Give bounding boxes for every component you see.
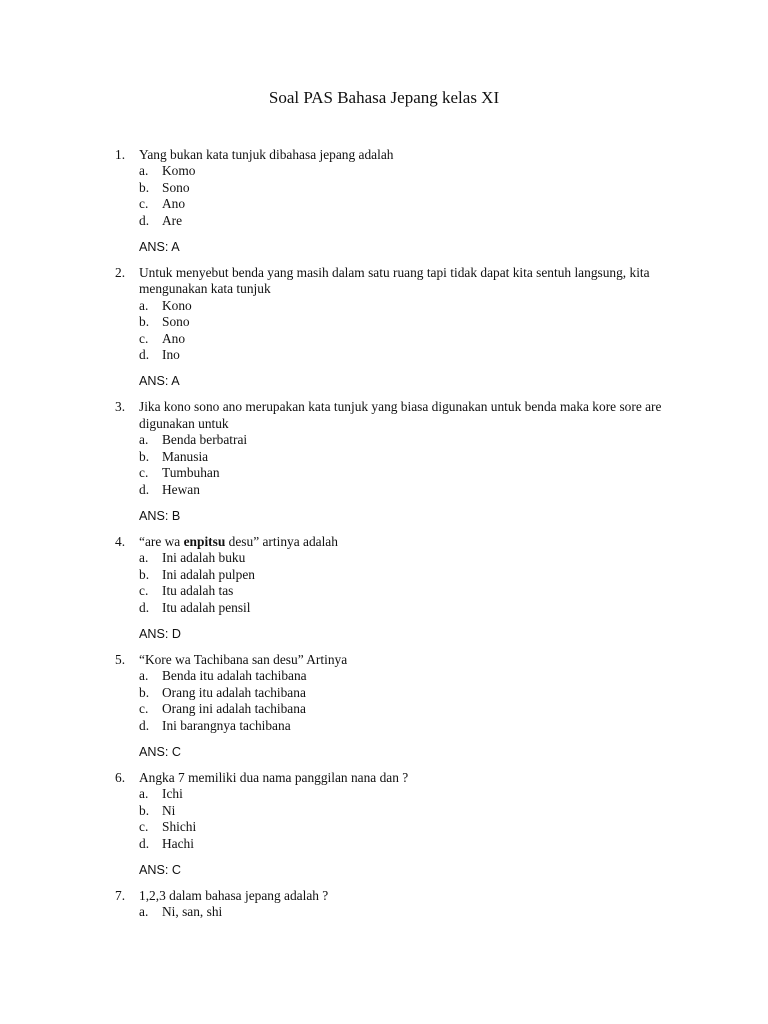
question-number: 5. xyxy=(115,651,126,667)
option-letter: a. xyxy=(139,668,149,684)
question-text: Jika kono sono ano merupakan kata tunjuk yang biasa digunakan untuk benda maka kore sore are digunakan untuk xyxy=(139,399,662,431)
option-list xyxy=(115,298,675,364)
option-text: Orang ini adalah tachibana xyxy=(162,701,306,717)
answer-key: ANS: A xyxy=(139,240,180,255)
option-item xyxy=(139,718,675,734)
option-list xyxy=(115,163,675,229)
option-item xyxy=(139,819,675,835)
option-letter: b. xyxy=(139,684,150,700)
option-letter: d. xyxy=(139,717,150,733)
question-2 xyxy=(115,265,675,389)
option-text: Komo xyxy=(162,163,196,179)
option-item xyxy=(139,836,675,852)
option-text: Kono xyxy=(162,297,192,313)
option-letter: c. xyxy=(139,465,149,481)
option-letter: d. xyxy=(139,347,150,363)
option-item xyxy=(139,685,675,701)
option-item xyxy=(139,803,675,819)
option-text: Tumbuhan xyxy=(162,465,220,481)
question-6 xyxy=(115,770,675,878)
option-list xyxy=(115,432,675,498)
question-number: 7. xyxy=(115,888,126,903)
option-item xyxy=(139,347,675,363)
option-text: Ini adalah buku xyxy=(162,550,246,566)
option-text: Ni, san, shi xyxy=(162,904,223,920)
question-text-after: desu” artinya adalah xyxy=(225,533,338,549)
option-item xyxy=(139,314,675,330)
option-list xyxy=(115,786,675,852)
option-item xyxy=(139,668,675,684)
question-text-before: “are wa xyxy=(139,533,184,549)
question-text xyxy=(139,534,675,550)
option-item xyxy=(139,163,675,179)
option-letter: c. xyxy=(139,583,149,599)
question-text: “Kore wa Tachibana san desu” Artinya xyxy=(139,651,348,667)
option-item xyxy=(139,196,675,212)
option-item xyxy=(139,465,675,481)
option-text: Ano xyxy=(162,330,186,346)
option-item xyxy=(139,786,675,802)
option-list xyxy=(115,904,675,920)
option-text: Itu adalah tas xyxy=(162,583,234,599)
option-letter: b. xyxy=(139,802,150,818)
option-letter: b. xyxy=(139,314,150,330)
question-number: 4. xyxy=(115,533,126,549)
option-letter: c. xyxy=(139,701,149,717)
option-letter: d. xyxy=(139,599,150,615)
option-item xyxy=(139,583,675,599)
option-letter: c. xyxy=(139,196,149,212)
option-letter: b. xyxy=(139,448,150,464)
question-text: Angka 7 memiliki dua nama panggilan nana dan ? xyxy=(139,769,409,785)
question-number: 3. xyxy=(115,399,126,415)
option-text: Ni xyxy=(162,802,176,818)
option-letter: a. xyxy=(139,163,149,179)
option-item xyxy=(139,449,675,465)
question-list xyxy=(115,147,675,921)
option-text: Ichi xyxy=(162,786,183,802)
question-number: 6. xyxy=(115,769,126,785)
answer-key: ANS: D xyxy=(139,626,181,641)
option-letter: d. xyxy=(139,481,150,497)
option-letter: a. xyxy=(139,786,149,802)
option-text: Hewan xyxy=(162,481,200,497)
option-item xyxy=(139,701,675,717)
option-item xyxy=(139,567,675,583)
option-text: Ano xyxy=(162,196,186,212)
option-letter: b. xyxy=(139,179,150,195)
option-text: Benda itu adalah tachibana xyxy=(162,668,307,684)
question-1 xyxy=(115,147,675,255)
option-letter: a. xyxy=(139,550,149,566)
option-text: Shichi xyxy=(162,819,197,835)
option-item xyxy=(139,213,675,229)
option-text: Sono xyxy=(162,179,190,195)
option-item xyxy=(139,550,675,566)
question-text: Untuk menyebut benda yang masih dalam satu ruang tapi tidak dapat kita sentuh langsung, kita mengunakan kata tunjuk xyxy=(139,265,650,297)
option-list xyxy=(115,550,675,616)
option-text: Ino xyxy=(162,347,180,363)
option-text: Sono xyxy=(162,314,190,330)
option-text: Orang itu adalah tachibana xyxy=(162,684,306,700)
option-text: Manusia xyxy=(162,448,209,464)
option-item xyxy=(139,298,675,314)
option-text: Ini barangnya tachibana xyxy=(162,717,291,733)
answer-key: ANS: A xyxy=(139,374,180,389)
question-3 xyxy=(115,399,675,523)
question-5 xyxy=(115,652,675,760)
option-letter: d. xyxy=(139,212,150,228)
document-title: Soal PAS Bahasa Jepang kelas XI xyxy=(268,88,500,107)
question-7 xyxy=(115,888,675,921)
option-text: Are xyxy=(162,212,183,228)
answer-key: ANS: B xyxy=(139,508,181,523)
option-item xyxy=(139,331,675,347)
question-number: 2. xyxy=(115,265,126,281)
option-item xyxy=(139,600,675,616)
answer-key: ANS: C xyxy=(139,863,181,877)
option-item xyxy=(139,180,675,196)
question-text: Yang bukan kata tunjuk dibahasa jepang adalah xyxy=(139,147,394,162)
question-4 xyxy=(115,534,675,642)
option-letter: c. xyxy=(139,330,149,346)
option-item xyxy=(139,432,675,448)
option-item xyxy=(139,482,675,498)
option-item xyxy=(139,904,675,920)
option-text: Hachi xyxy=(162,835,194,851)
question-text-bold: enpitsu xyxy=(183,533,226,549)
option-letter: c. xyxy=(139,819,149,835)
option-list xyxy=(115,668,675,734)
option-text: Benda berbatrai xyxy=(162,432,248,448)
option-letter: d. xyxy=(139,835,150,851)
question-number: 1. xyxy=(115,147,126,162)
option-text: Ini adalah pulpen xyxy=(162,566,255,582)
option-letter: a. xyxy=(139,904,149,920)
option-letter: a. xyxy=(139,297,149,313)
option-text: Itu adalah pensil xyxy=(162,599,251,615)
option-letter: a. xyxy=(139,432,149,448)
answer-key: ANS: C xyxy=(139,744,181,759)
option-letter: b. xyxy=(139,566,150,582)
question-text: 1,2,3 dalam bahasa jepang adalah ? xyxy=(139,888,329,903)
